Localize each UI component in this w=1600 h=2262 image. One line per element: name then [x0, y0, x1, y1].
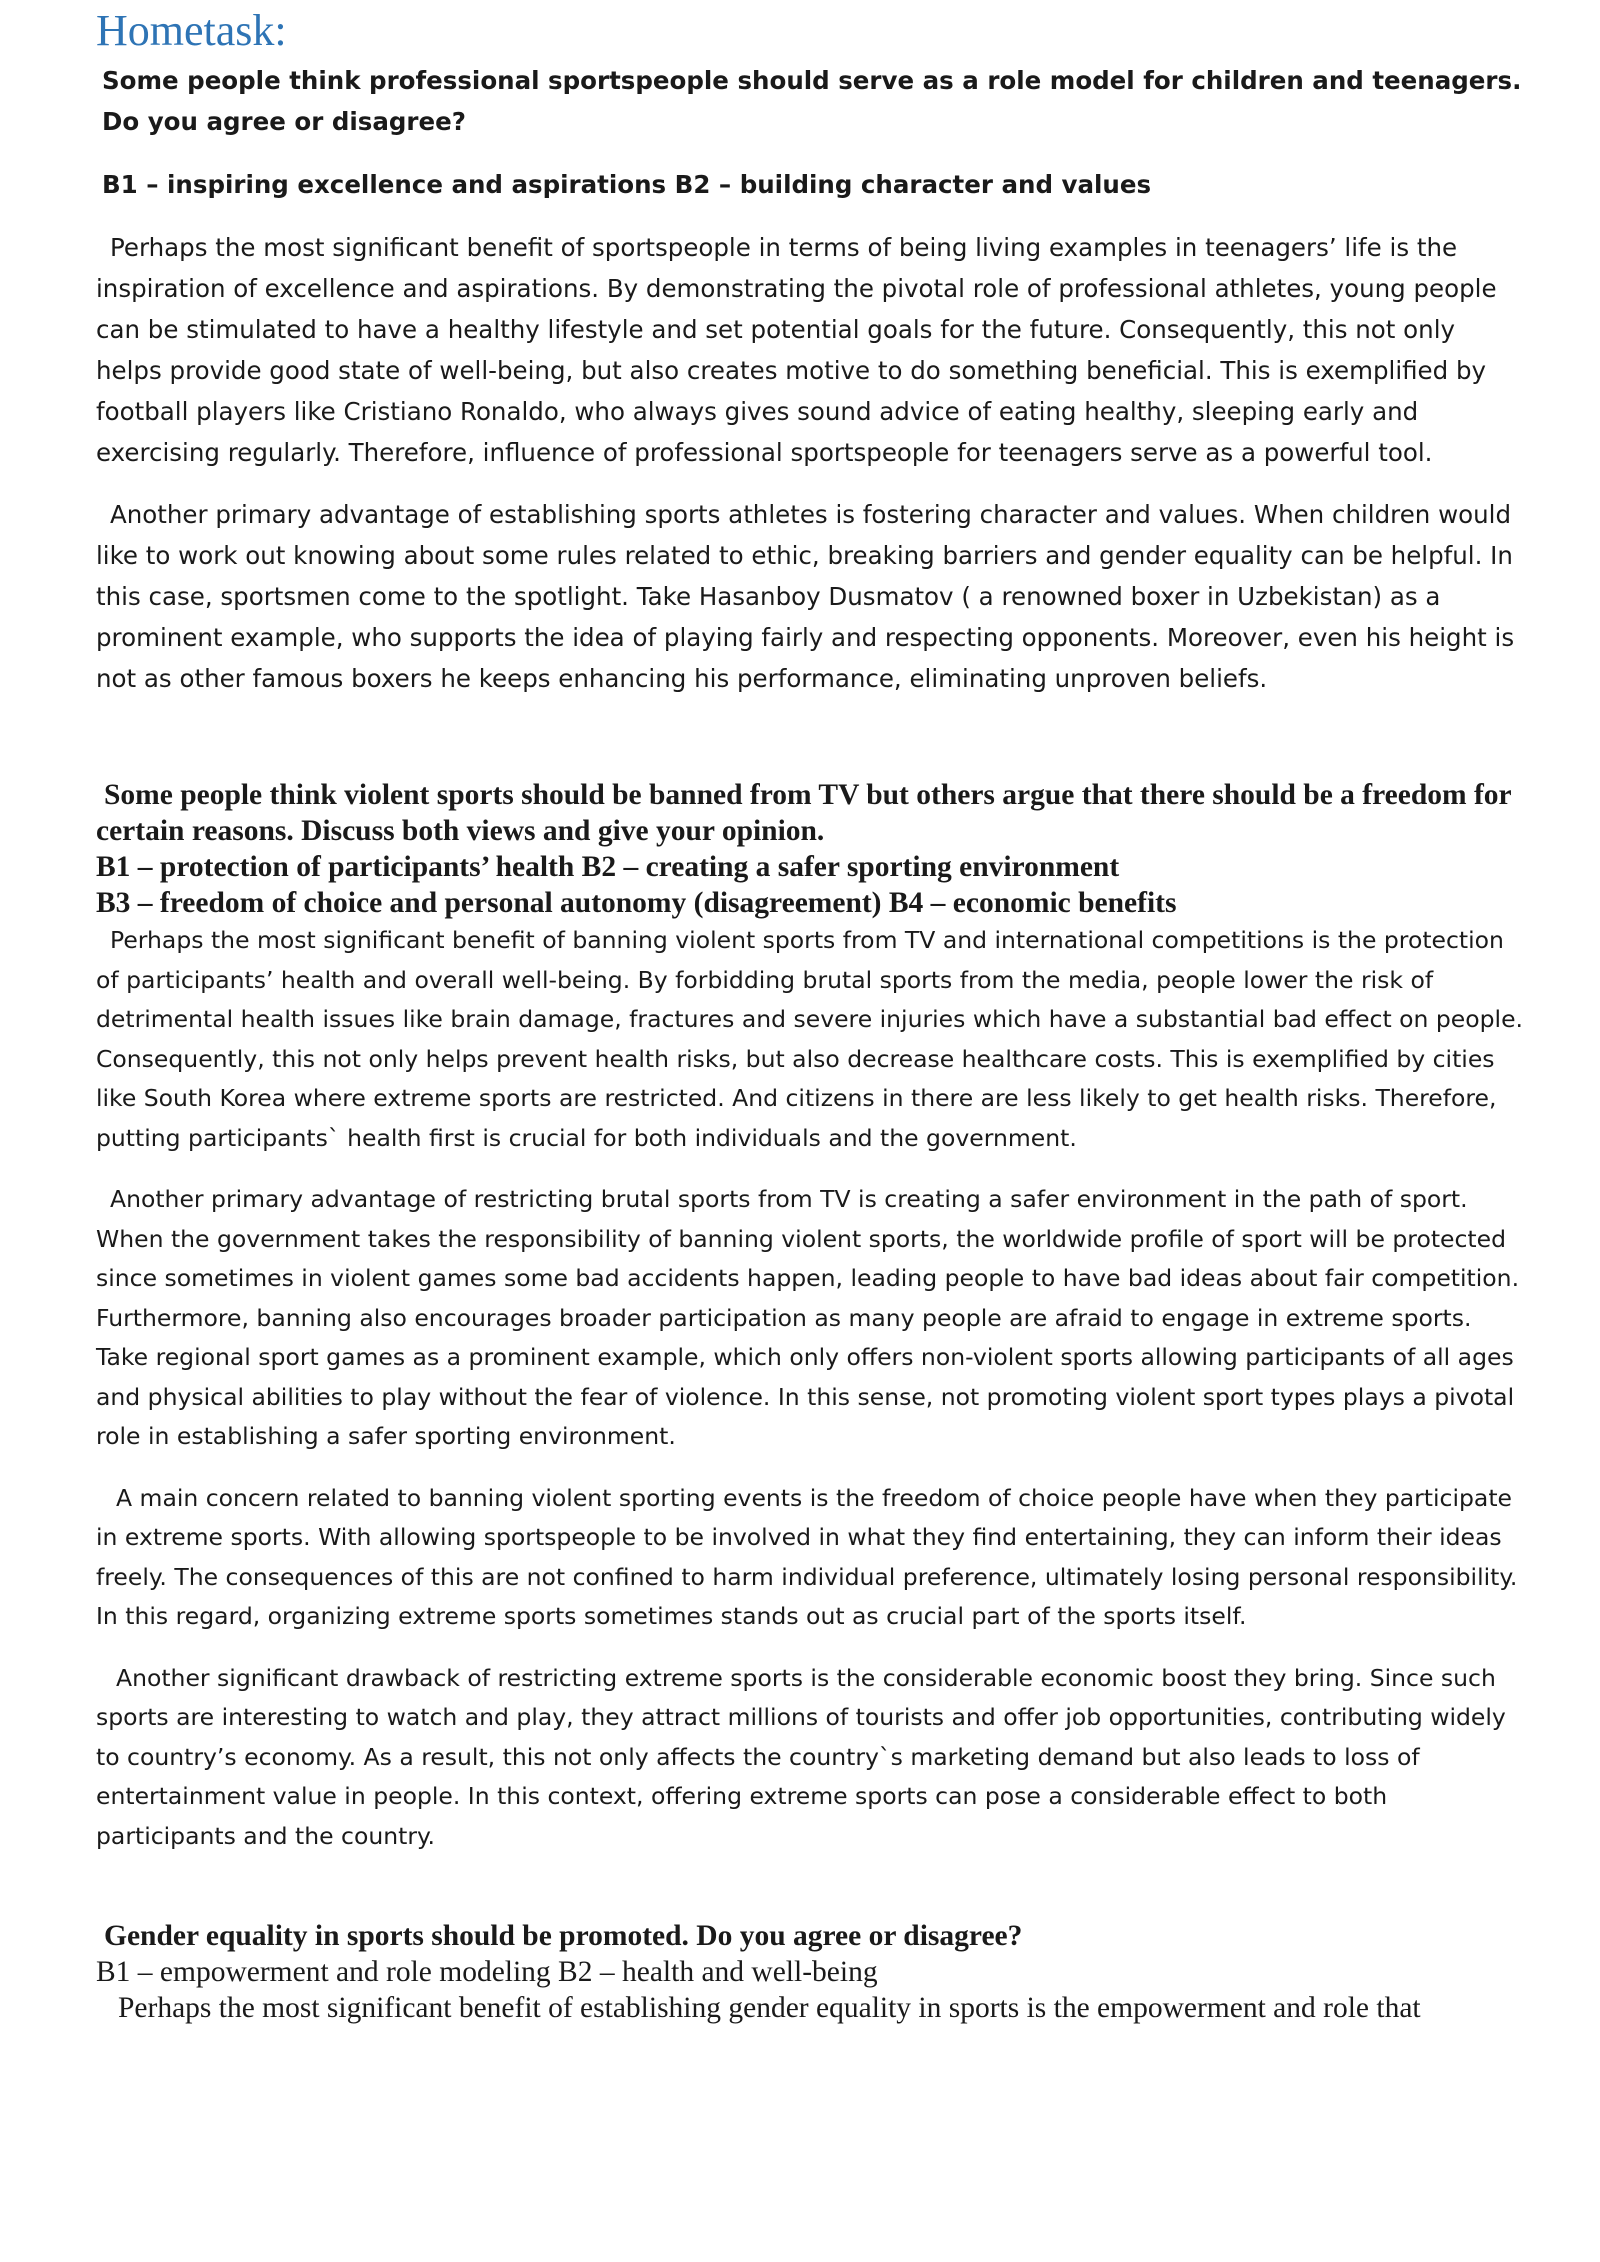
task-3-body-points: B1 – empowerment and role modeling B2 – health and well-being	[96, 1956, 878, 1988]
task-3-paragraph-1: Perhaps the most significant benefit of establishing gender equality in sports is the empowerment and role that	[118, 1992, 1421, 2024]
document-page	[96, 0, 1526, 2026]
task-2-paragraph-4: Another significant drawback of restricting extreme sports is the considerable economic boost they bring. Since such sports are interesting to watch and play, they attract millions of tourists and offer job opportunities, contributing widely to country’s economy. As a result, this not only affects the country`s marketing demand but also leads to loss of entertainment value in people. In this context, offering extreme sports can pose a considerable effect to both participants and the country.	[96, 1663, 1506, 1850]
task-1-question: Some people think professional sportspeople should serve as a role model for children and teenagers. Do you agree or disagree?	[102, 66, 1522, 136]
task-2-paragraph-1: Perhaps the most significant benefit of banning violent sports from TV and international competitions is the protection of participants’ health and overall well-being. By forbidding brutal sports from the media, people lower the risk of detrimental health issues like brain damage, fractures and severe injuries which have a substantial bad effect on people. Consequently, this not only helps prevent health risks, but also decrease healthcare costs. This is exemplified by cities like South Korea where extreme sports are restricted. And citizens in there are less likely to get health risks. Therefore, putting participants` health first is crucial for both individuals and the government.	[96, 926, 1524, 1152]
task-3	[96, 1918, 1526, 2026]
task-2	[96, 777, 1526, 1856]
task-2-paragraph-2: Another primary advantage of restricting brutal sports from TV is creating a safer environment in the path of sport. When the government takes the responsibility of banning violent sports, the worldwide profile of sport will be protected since sometimes in violent games some bad accidents happen, leading people to have bad ideas about fair competition. Furthermore, banning also encourages broader participation as many people are afraid to engage in extreme sports. Take regional sport games as a prominent example, which only offers non-violent sports allowing participants of all ages and physical abilities to play without the fear of violence. In this sense, not promoting violent sport types plays a pivotal role in establishing a safer sporting environment.	[96, 1185, 1520, 1450]
task-3-question	[96, 1918, 1526, 1954]
task-2-question-text: Some people think violent sports should be banned from TV but others argue that there should be a freedom for certain reasons. Discuss both views and give your opinion.	[96, 779, 1512, 847]
task-1-paragraph-2: Another primary advantage of establishing sports athletes is fostering character and values. When children would like to work out knowing about some rules related to ethic, breaking barriers and gender equality can be helpful. In this case, sportsmen come to the spotlight. Take Hasanboy Dusmatov ( a renowned boxer in Uzbekistan) as a prominent example, who supports the idea of playing fairly and respecting opponents. Moreover, even his height is not as other famous boxers he keeps enhancing his performance, eliminating unproven beliefs.	[96, 500, 1515, 693]
task-2-question	[96, 777, 1526, 849]
task-3-question-text: Gender equality in sports should be promoted. Do you agree or disagree?	[104, 1920, 1023, 1952]
task-1-paragraph-1: Perhaps the most significant benefit of sportspeople in terms of being living examples in teenagers’ life is the inspiration of excellence and aspirations. By demonstrating the pivotal role of professional athletes, young people can be stimulated to have a healthy lifestyle and set potential goals for the future. Consequently, this not only helps provide good state of well-being, but also creates motive to do something beneficial. This is exemplified by football players like Cristiano Ronaldo, who always gives sound advice of eating healthy, sleeping early and exercising regularly. Therefore, influence of professional sportspeople for teenagers serve as a powerful tool.	[96, 233, 1497, 467]
task-1	[96, 60, 1526, 699]
task-2-body-points-1: B1 – protection of participants’ health B2 – creating a safer sporting environment	[96, 851, 1120, 883]
page-title: Hometask:	[96, 6, 287, 55]
task-1-body-points: B1 – inspiring excellence and aspirations B2 – building character and values	[102, 170, 1152, 199]
task-2-paragraph-3: A main concern related to banning violent sporting events is the freedom of choice people have when they participate in extreme sports. With allowing sportspeople to be involved in what they find entertaining, they can inform their ideas freely. The consequences of this are not confined to harm individual preference, ultimately losing personal responsibility. In this regard, organizing extreme sports sometimes stands out as crucial part of the sports itself.	[96, 1483, 1518, 1630]
task-2-body-points-2: B3 – freedom of choice and personal autonomy (disagreement) B4 – economic benefits	[96, 887, 1177, 919]
